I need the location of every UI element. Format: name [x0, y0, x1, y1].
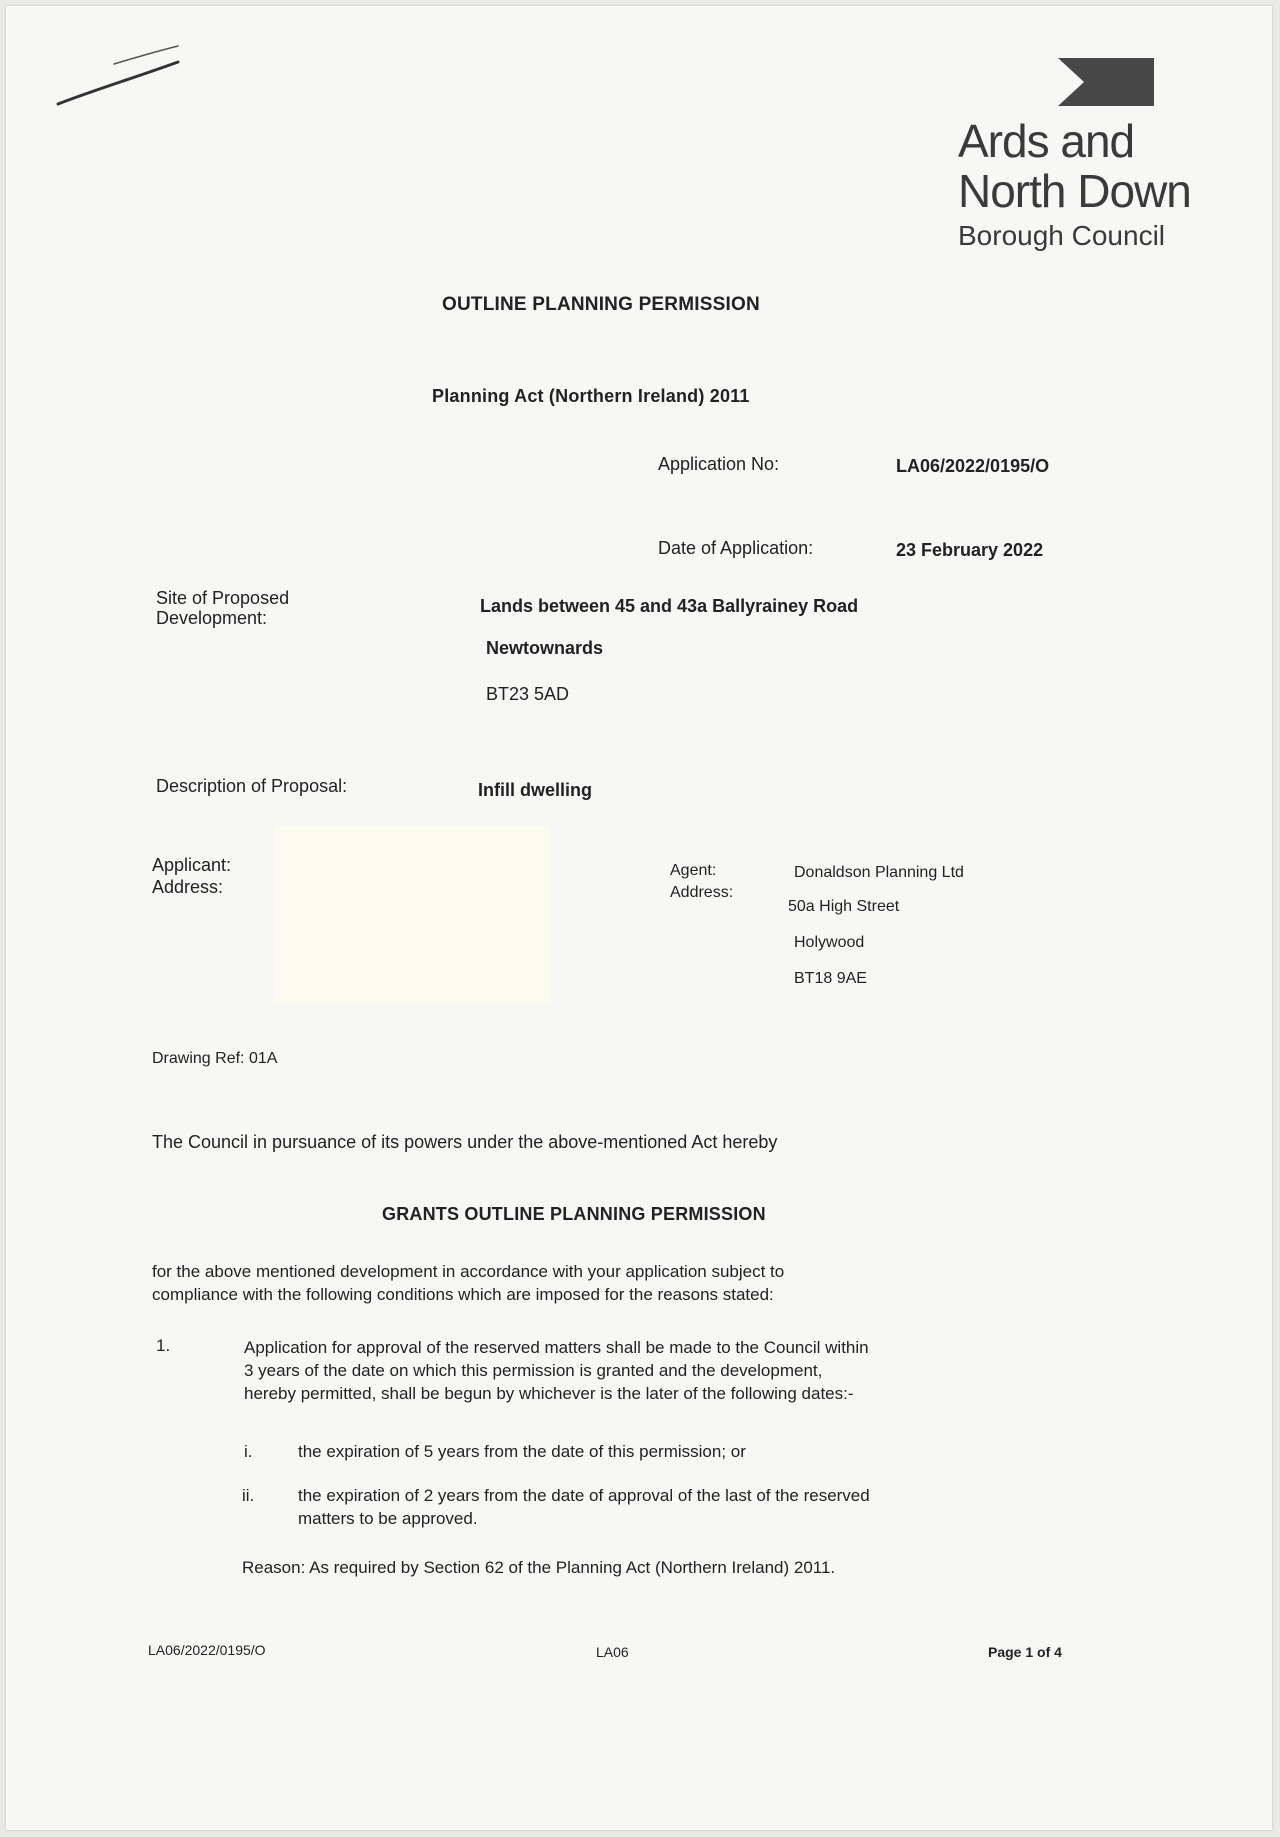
pen-stroke-mark: [54, 38, 194, 118]
logo-line-1: Ards and: [958, 115, 1135, 167]
drawing-ref: [152, 1050, 277, 1068]
document-page: [6, 6, 1272, 1830]
applicant-label: Applicant:: [152, 855, 232, 875]
subitem-line: matters to be approved.: [298, 1509, 478, 1528]
grant-text-line-1: for the above mentioned development in accordance with your application subject to: [152, 1262, 785, 1281]
agent-name: Donaldson Planning Ltd: [794, 864, 964, 881]
subitem-marker: ii.: [242, 1486, 255, 1505]
condition-reason: Reason: As required by Section 62 of the Planning Act (Northern Ireland) 2011.: [242, 1558, 836, 1577]
proposal-label: Description of Proposal:: [156, 776, 348, 796]
act-title: Planning Act (Northern Ireland) 2011: [432, 386, 750, 406]
footer-office-code: LA06: [596, 1644, 629, 1660]
subitem-line: the expiration of 2 years from the date of approval of the last of the reserved: [298, 1486, 870, 1505]
drawing-ref-label: Drawing Ref:: [152, 1050, 245, 1067]
logo-line-2: North Down: [958, 165, 1191, 217]
page-number: Page 1 of 4: [988, 1644, 1062, 1660]
application-date-value: 23 February 2022: [896, 540, 1044, 560]
site-label-line-2: Development:: [156, 608, 268, 628]
application-number-value: LA06/2022/0195/O: [896, 456, 1050, 476]
condition-line: hereby permitted, shall be begun by whichever is the later of the following dates:-: [244, 1384, 854, 1403]
subitem-marker: i.: [244, 1442, 253, 1461]
grant-text: [152, 1260, 784, 1306]
footer-reference: LA06/2022/0195/O: [148, 1642, 266, 1658]
agent-labels: [670, 860, 733, 904]
application-date-label: Date of Application:: [658, 538, 814, 558]
agent-address-label: Address:: [670, 884, 734, 901]
subitem-text: the expiration of 5 years from the date of this permission; or: [298, 1442, 746, 1461]
redacted-applicant-details: [274, 826, 550, 1004]
site-address-line-1: Lands between 45 and 43a Ballyrainey Road: [480, 596, 859, 616]
grant-text-line-2: compliance with the following conditions which are imposed for the reasons stated:: [152, 1285, 774, 1304]
agent-label: Agent:: [670, 862, 717, 879]
condition-line: 3 years of the date on which this permission is granted and the development,: [244, 1361, 823, 1380]
site-address-line-3: BT23 5AD: [486, 684, 570, 704]
agent-address-line-2: Holywood: [794, 934, 865, 951]
condition-line: Application for approval of the reserved matters shall be made to the Council within: [244, 1338, 869, 1357]
subitem-text: [298, 1484, 870, 1530]
applicant-address-label: Address:: [152, 877, 224, 897]
document-title: OUTLINE PLANNING PERMISSION: [442, 294, 760, 315]
logo-line-3: Borough Council: [958, 220, 1166, 251]
condition-text: [244, 1336, 869, 1405]
application-number-label: Application No:: [658, 454, 780, 474]
site-label-line-1: Site of Proposed: [156, 588, 290, 608]
intro-text: The Council in pursuance of its powers under the above-mentioned Act hereby: [152, 1132, 778, 1152]
grant-heading: GRANTS OUTLINE PLANNING PERMISSION: [382, 1204, 766, 1224]
applicant-labels: [152, 854, 231, 898]
site-label: [156, 588, 289, 628]
ards-north-down-flag-logo-icon: [1058, 58, 1154, 106]
drawing-ref-value: 01A: [248, 1050, 278, 1067]
site-address-line-2: Newtownards: [486, 638, 604, 658]
proposal-value: Infill dwelling: [478, 780, 592, 800]
agent-address-line-3: BT18 9AE: [794, 970, 867, 987]
agent-address-line-1: 50a High Street: [788, 898, 900, 915]
condition-number: 1.: [156, 1336, 171, 1355]
council-logo: [958, 116, 1191, 254]
